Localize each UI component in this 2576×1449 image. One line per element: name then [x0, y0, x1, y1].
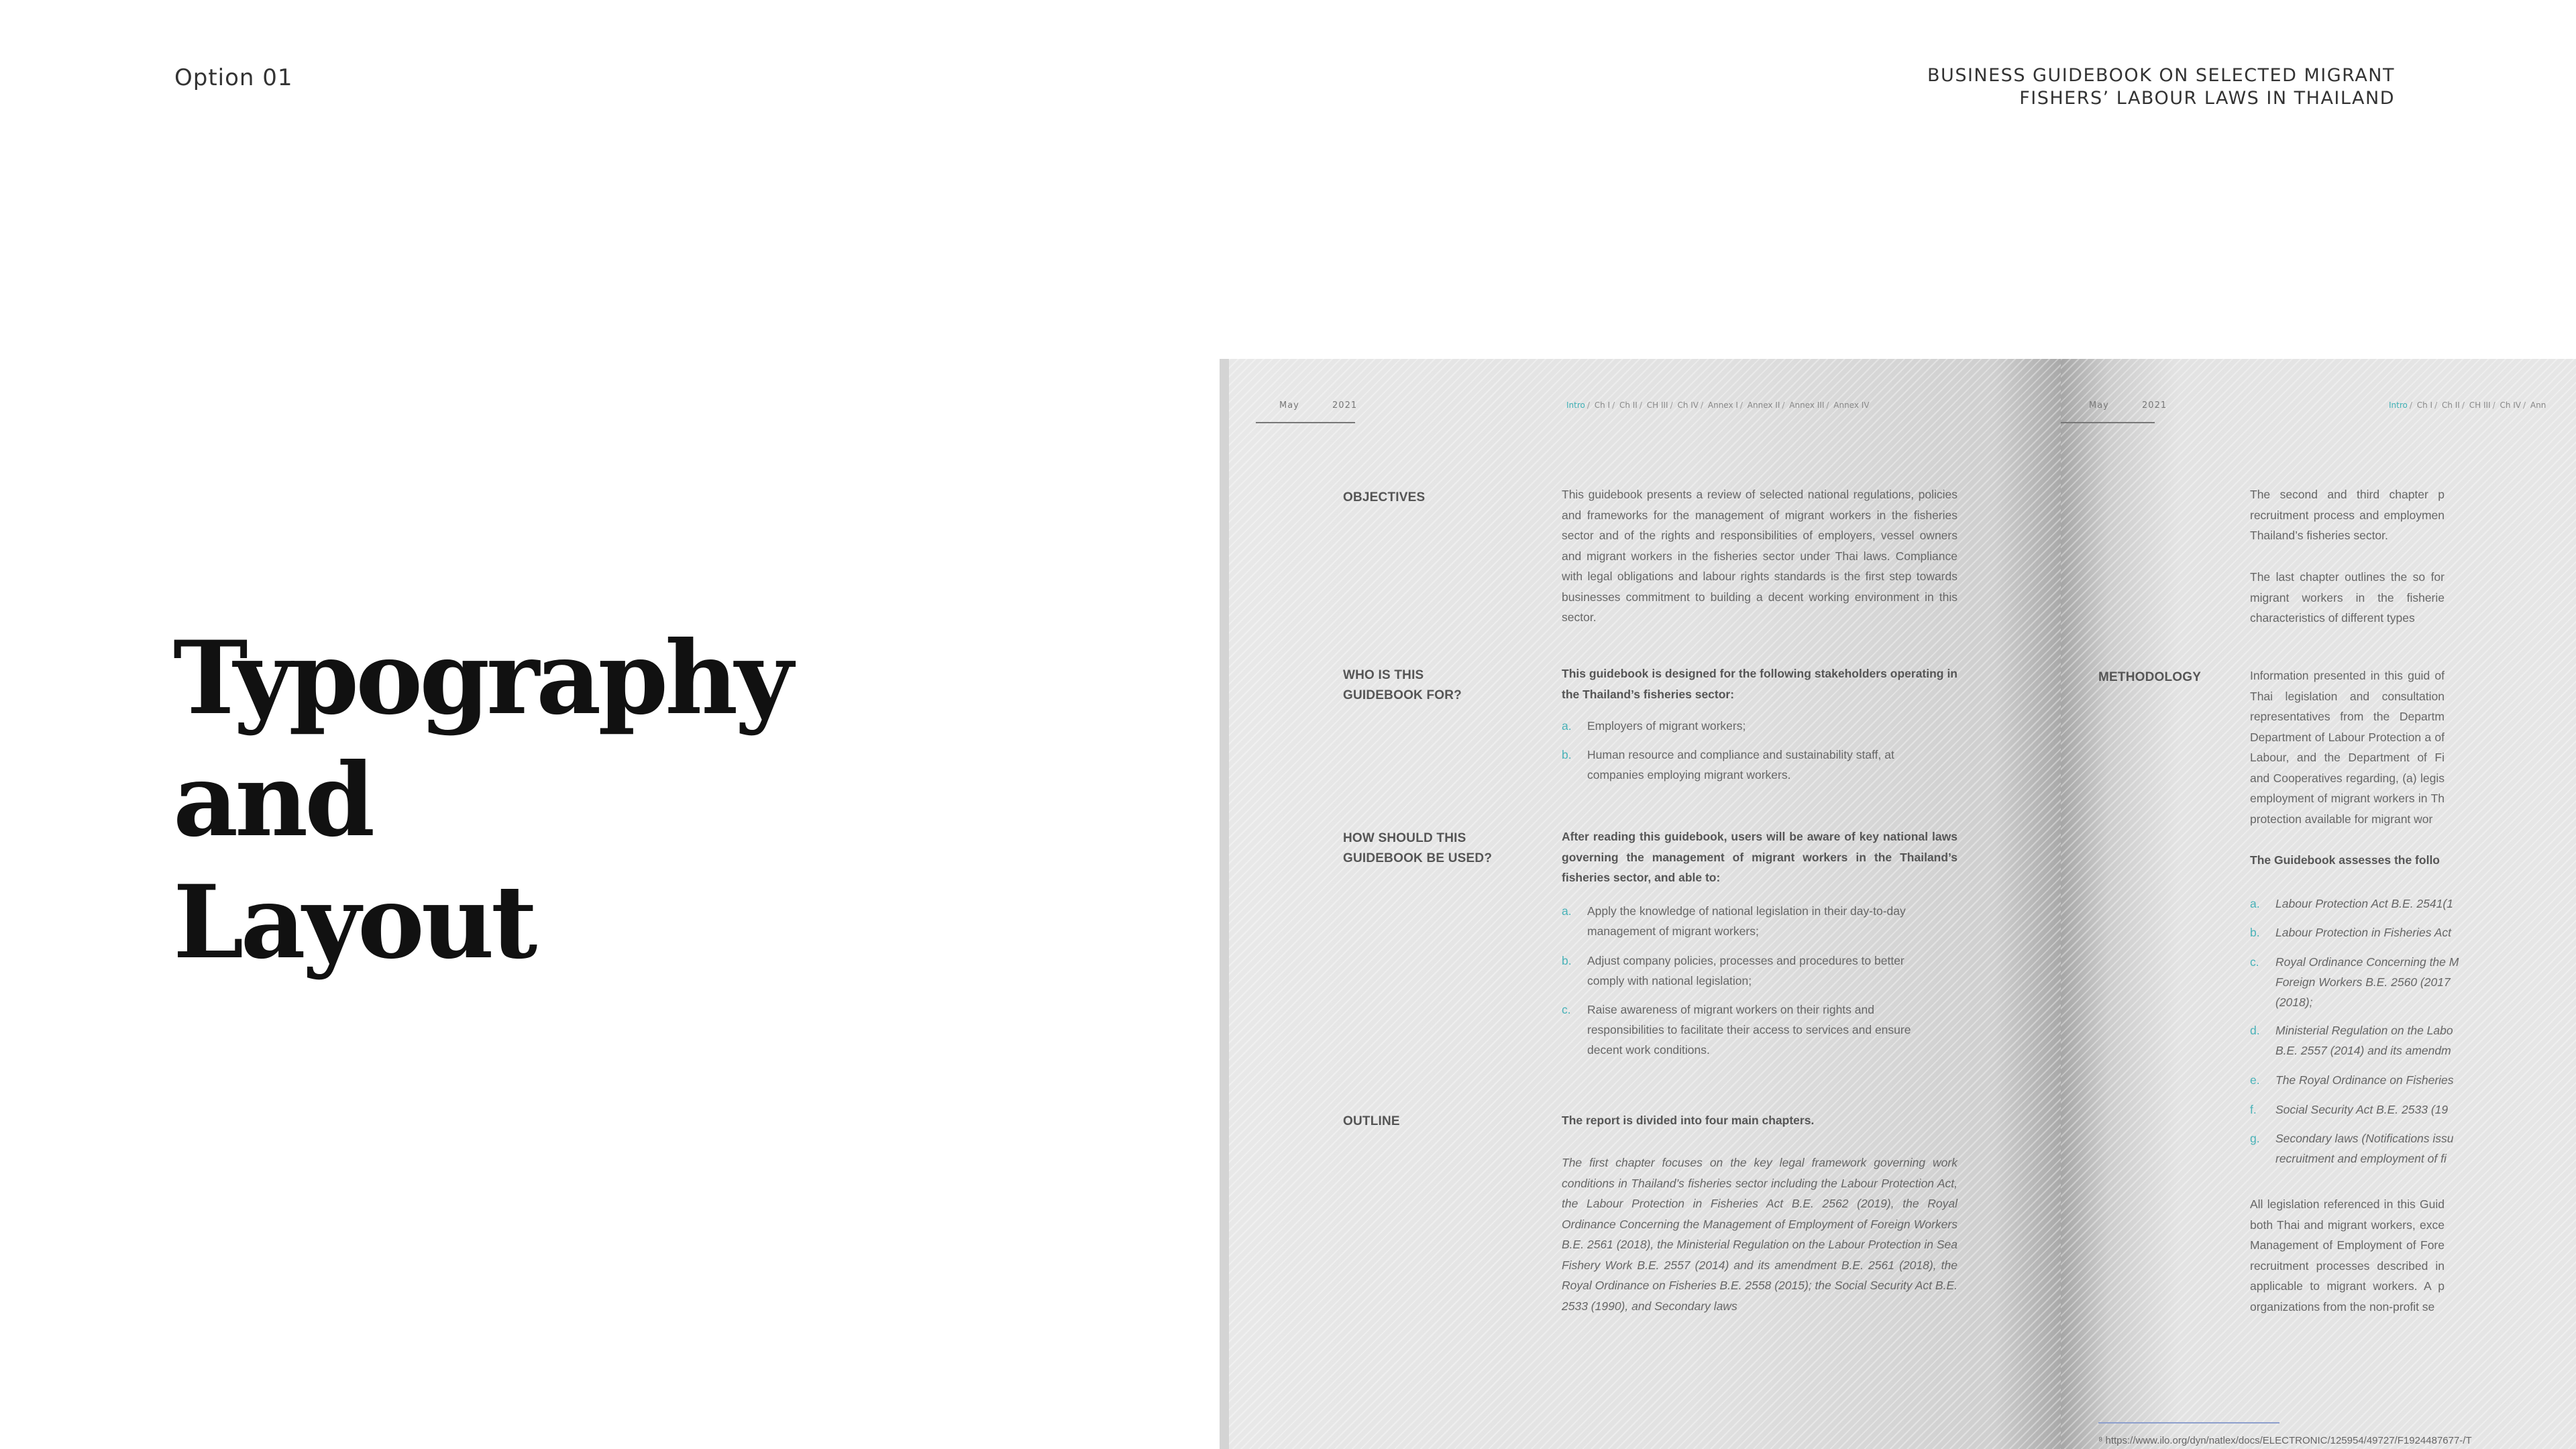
list-text: responsibilities to facilitate their access to services and ensure	[1587, 1023, 1911, 1036]
slide-heading-line: Layout	[173, 863, 535, 981]
list-item	[2250, 1020, 2451, 1061]
page-breadcrumb: Intro / Ch I / Ch II / CH III / Ch IV / Ann	[2389, 400, 2546, 410]
list-text: management of migrant workers;	[1587, 924, 1759, 938]
list-marker: c.	[1562, 1003, 1571, 1016]
list-text: Apply the knowledge of national legislation in their day-to-day	[1587, 904, 1906, 918]
breadcrumb-item: Ch I	[1594, 400, 1611, 410]
list-marker: b.	[1562, 954, 1572, 967]
breadcrumb-item: Ann	[2530, 400, 2546, 410]
list-text: Employers of migrant workers;	[1587, 719, 1746, 733]
list-text: recruitment and employment of fi	[2275, 1152, 2447, 1165]
outline-text: The first chapter focuses on the key legal framework governing work conditions in Thailand’s fisheries sector including the Labour Protection Act, the Labour Protection in Fisheries Act B.E. 2562 (2019), the Royal Ordinance Concerning the Management of Employment of Foreign Workers B.E. 2561 (2018), the Ministerial Regulation on the Labour Protection in Sea Fishery Work B.E. 2557 (2014) and its amendment B.E. 2561 (2018), the Royal Ordinance on Fisheries B.E. 2558 (2015); the Social Security Act B.E. 2533 (1990), and Secondary laws	[1562, 1156, 1957, 1313]
breadcrumb-item: Ch IV	[1677, 400, 1699, 410]
date-rule	[2061, 422, 2155, 423]
breadcrumb-item: Intro	[1566, 400, 1585, 410]
section-label-objectives: OBJECTIVES	[1343, 490, 1426, 504]
section-label-how: HOW SHOULD THIS GUIDEBOOK BE USED?	[1343, 831, 1493, 865]
list-marker: b.	[2250, 926, 2260, 939]
objectives-text: This guidebook presents a review of selected national regulations, policies and frameworks for the management of migrant workers in the fisheries sector and of the rights and responsibilities of employers, vessel owners and migrant workers in the fisheries sector under Thai laws. Compliance with legal obligations and labour rights standards is the first step towards businesses commitment to building a decent working environment in this sector.	[1562, 488, 1957, 624]
breadcrumb-item: Intro	[2389, 400, 2408, 410]
footnote-rule	[2098, 1422, 2279, 1424]
document-title	[1590, 64, 2395, 110]
breadcrumb-item: CH III	[1646, 400, 1668, 410]
list-text: companies employing migrant workers.	[1587, 768, 1791, 782]
list-text: B.E. 2557 (2014) and its amendm	[2275, 1044, 2451, 1057]
breadcrumb-item: Annex IV	[1833, 400, 1870, 410]
list-text: The Royal Ordinance on Fisheries	[2275, 1073, 2454, 1087]
page-date	[1279, 400, 1357, 411]
list-text: Adjust company policies, processes and procedures to better	[1587, 954, 1904, 967]
date-rule	[1256, 422, 1355, 423]
list-marker: c.	[2250, 955, 2259, 969]
list-item	[1562, 745, 1957, 785]
slide-heading	[173, 617, 978, 983]
list-marker: a.	[1562, 719, 1572, 733]
list-item	[2250, 952, 2459, 1012]
list-text: Secondary laws (Notifications issu	[2275, 1132, 2454, 1145]
page-date-month: May	[1279, 400, 1299, 411]
how-intro: After reading this guidebook, users will be aware of key national laws governing the management of migrant workers in the Thailand’s fisheries sector, and able to:	[1562, 830, 1957, 884]
list-text: comply with national legislation;	[1587, 974, 1752, 987]
breadcrumb-item: Ch IV	[2500, 400, 2521, 410]
document-title-line: BUSINESS GUIDEBOOK ON SELECTED MIGRANT	[1927, 65, 2395, 86]
breadcrumb-item: Annex III	[1789, 400, 1825, 410]
section-label-who: WHO IS THIS GUIDEBOOK FOR?	[1343, 668, 1462, 702]
list-marker: f.	[2250, 1103, 2257, 1116]
breadcrumb-item: Annex II	[1747, 400, 1780, 410]
list-item	[1562, 951, 1957, 991]
list-item	[2250, 1070, 2454, 1090]
booklet-mockup	[1220, 359, 2576, 1449]
list-item	[2250, 1128, 2454, 1169]
page-breadcrumb: Intro / Ch I / Ch II / CH III / Ch IV / Annex I / Annex II / Annex III / Annex IV	[1566, 400, 1870, 410]
list-text: Royal Ordinance Concerning the M	[2275, 955, 2459, 969]
section-label-outline: OUTLINE	[1343, 1114, 1400, 1128]
assesses-intro: The Guidebook assesses the follo	[2250, 853, 2440, 867]
breadcrumb-item: Ch II	[2441, 400, 2460, 410]
list-text: Human resource and compliance and sustainability staff, at	[1587, 748, 1894, 761]
list-item	[1562, 1000, 1957, 1060]
page-date-month: May	[2089, 400, 2109, 411]
breadcrumb-item: CH III	[2469, 400, 2491, 410]
list-text: Raise awareness of migrant workers on their rights and	[1587, 1003, 1874, 1016]
breadcrumb-item: Annex I	[1707, 400, 1738, 410]
list-marker: d.	[2250, 1024, 2260, 1037]
list-item	[2250, 894, 2451, 914]
document-title-line: FISHERS’ LABOUR LAWS IN THAILAND	[2019, 88, 2395, 109]
list-text: (2018);	[2275, 996, 2313, 1009]
slide-heading-line: Typography and	[173, 619, 790, 859]
footnote: ⁸ https://www.ilo.org/dyn/natlex/docs/ELECTRONIC/125954/49727/F1924487677-/T	[2098, 1435, 2472, 1446]
list-marker: b.	[1562, 748, 1572, 761]
left-page	[1220, 359, 2061, 1449]
page-date	[2089, 400, 2167, 411]
right-page	[2061, 359, 2576, 1449]
page-date-year: 2021	[1332, 400, 1358, 411]
list-marker: a.	[2250, 897, 2260, 910]
list-text: Ministerial Regulation on the Labo	[2275, 1024, 2453, 1037]
who-intro: This guidebook is designed for the following stakeholders operating in the Thailand’s fisheries sector:	[1562, 667, 1957, 701]
methodology-text: Information presented in this guid of Thai legislation and consultation representatives from the Departm Department of Labour Protection a of Labour, and the Department of Fi and Cooperatives regarding, (a) legis employment of migrant workers in Th protection available for migrant wor	[2250, 669, 2445, 826]
list-marker: a.	[1562, 904, 1572, 918]
list-text: Social Security Act B.E. 2533 (19	[2275, 1103, 2449, 1116]
list-item	[2250, 922, 2451, 943]
list-item	[1562, 901, 1957, 941]
section-label-methodology: METHODOLOGY	[2098, 670, 2202, 684]
list-text: Labour Protection Act B.E. 2541(1	[2275, 897, 2453, 910]
outline-intro: The report is divided into four main chapters.	[1562, 1114, 1815, 1127]
breadcrumb-item: Ch I	[2416, 400, 2433, 410]
page-date-year: 2021	[2142, 400, 2167, 411]
option-label: Option 01	[174, 64, 293, 91]
list-text: Foreign Workers B.E. 2560 (2017	[2275, 975, 2451, 989]
breadcrumb-item: Ch II	[1619, 400, 1638, 410]
list-text: Labour Protection in Fisheries Act	[2275, 926, 2451, 939]
intro-paragraph: The second and third chapter p recruitment process and employmen Thailand’s fisheries sector.	[2250, 488, 2445, 542]
list-text: decent work conditions.	[1587, 1043, 1710, 1057]
list-marker: g.	[2250, 1132, 2260, 1145]
list-item	[1562, 716, 1957, 736]
closing-text: All legislation referenced in this Guid both Thai and migrant workers, exce Management of Employment of Fore recruitment processes described in applicable to migrant workers. A p organizations from the non-profit se	[2250, 1197, 2445, 1313]
list-marker: e.	[2250, 1073, 2260, 1087]
intro-paragraph: The last chapter outlines the so for migrant workers in the fisherie characteristics of different types	[2250, 570, 2445, 625]
list-item	[2250, 1099, 2451, 1120]
